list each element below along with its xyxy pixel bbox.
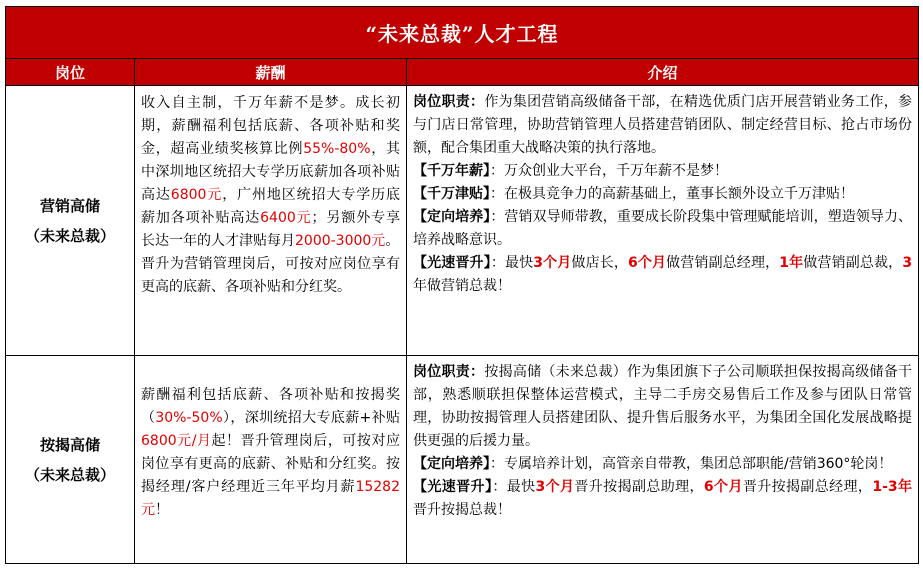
table-row bbox=[6, 356, 919, 564]
salary-highlight-label: 【千万年薪】 bbox=[413, 163, 490, 179]
promotion-label: 【光速晋升】 bbox=[413, 479, 493, 495]
salary-cell bbox=[135, 86, 407, 356]
promotion-time: 3个月 bbox=[533, 255, 572, 271]
allowance-label: 【千万津贴】 bbox=[413, 186, 490, 202]
training-label: 【定向培养】 bbox=[413, 456, 490, 472]
training-text: ：专属培养计划，高管亲自带教，集团总部职能/营销360°轮岗！ bbox=[490, 456, 893, 472]
duty-label: 岗位职责： bbox=[413, 94, 485, 110]
table-row bbox=[6, 86, 919, 356]
salary-paragraph: 晋升为营销管理岗后，可按对应岗位享有更高的底薪、各项补贴和分红奖。 bbox=[141, 256, 400, 295]
position-cell bbox=[6, 86, 135, 356]
intro-cell bbox=[407, 86, 919, 356]
position-subtitle: （未来总裁） bbox=[24, 226, 115, 245]
salary-cell bbox=[135, 356, 407, 564]
promotion-highlight bbox=[413, 476, 912, 522]
training-text: ：营销双导师带教，重要成长阶段集中管理赋能培训，塑造领导力、培养战略意识。 bbox=[413, 209, 912, 248]
promotion-text: 做店长， bbox=[571, 255, 628, 271]
promotion-text: ：最快 bbox=[490, 255, 534, 271]
promotion-highlight bbox=[413, 252, 912, 298]
salary-text: 。 bbox=[385, 233, 400, 249]
promotion-time: 1年 bbox=[779, 255, 804, 271]
position-cell bbox=[6, 356, 135, 564]
promotion-text: ：最快 bbox=[492, 479, 536, 495]
salary-paragraph bbox=[141, 384, 400, 522]
promotion-time: 6个月 bbox=[703, 479, 743, 495]
training-highlight bbox=[413, 206, 912, 252]
intro-cell bbox=[407, 356, 919, 564]
position-subtitle: （未来总裁） bbox=[24, 465, 115, 484]
header-salary: 薪酬 bbox=[135, 59, 407, 86]
allowance-highlight bbox=[413, 183, 912, 206]
promotion-text: 晋升按揭副总经理， bbox=[742, 479, 873, 495]
promotion-time: 3个月 bbox=[535, 479, 575, 495]
salary-text: 薪酬福利包括底薪、各项补贴和按揭奖（ bbox=[141, 387, 400, 426]
salary-text: ），深圳统招大专底薪+补贴 bbox=[222, 410, 400, 426]
promotion-text: 做营销副总裁， bbox=[803, 255, 903, 271]
promotion-text: 年做营销总裁！ bbox=[413, 278, 511, 294]
shenzhen-salary: 6800元/月 bbox=[141, 433, 212, 449]
salary-text: ，其中深圳地区统招大专学历底薪加各项补贴高达 bbox=[141, 141, 401, 203]
duty-paragraph bbox=[413, 361, 912, 453]
salary-text: 起！晋升管理岗后，可按对应岗位享有更高的底薪、补贴和分红奖。按揭经理/客户经理近三年平均月薪 bbox=[141, 433, 400, 495]
bonus-ratio: 30%-50% bbox=[155, 410, 223, 426]
salary-text: 收入自主制，千万年薪不是梦。成长初期，薪酬福利包括底薪、各项补贴和奖金，超高业绩奖核算比例 bbox=[141, 95, 400, 157]
duty-paragraph bbox=[413, 91, 912, 160]
promotion-time: 1-3年 bbox=[872, 479, 913, 495]
promotion-time: 3 bbox=[902, 255, 913, 271]
promotion-label: 【光速晋升】 bbox=[413, 255, 491, 271]
promotion-time: 6个月 bbox=[628, 255, 667, 271]
promotion-text: 晋升按揭总裁！ bbox=[413, 502, 511, 518]
duty-text: 作为集团营销高级储备干部，在精选优质门店开展营销业务工作，参与门店日常管理，协助营销管理人员搭建营销团队、制定经营目标、抢占市场份额，配合集团重大战略决策的执行落地。 bbox=[413, 94, 913, 156]
table-title: “未来总裁”人才工程 bbox=[6, 7, 919, 59]
guangzhou-salary: 6400元 bbox=[260, 210, 312, 226]
header-intro: 介绍 bbox=[407, 59, 919, 86]
salary-text: ，广州地区统招大专学历底薪加各项补贴高达 bbox=[141, 187, 400, 226]
promotion-text: 做营销副总经理， bbox=[666, 255, 780, 271]
training-label: 【定向培养】 bbox=[413, 209, 491, 225]
salary-highlight-text: ：万众创业大平台，千万年薪不是梦！ bbox=[490, 163, 728, 179]
talent-allowance: 2000-3000元 bbox=[295, 233, 386, 249]
salary-text: ；另额外专享长达一年的人才津贴每月 bbox=[141, 210, 400, 249]
header-position: 岗位 bbox=[6, 59, 135, 86]
allowance-text: ：在极具竞争力的高薪基础上，董事长额外设立千万津贴！ bbox=[490, 186, 854, 202]
duty-text: 按揭高储（未来总裁）作为集团旗下子公司顺联担保按揭高级储备干部，熟悉顺联担保整体运营模式，主导二手房交易售后工作及参与团队日常管理，协助按揭管理人员搭建团队、提升售后服务水平，为集团全国化发展战略提供更强的后援力量。 bbox=[413, 364, 913, 449]
average-salary: 15282元 bbox=[141, 479, 400, 518]
training-highlight bbox=[413, 453, 912, 476]
promotion-text: 晋升按揭副总助理， bbox=[574, 479, 704, 495]
salary-paragraph bbox=[141, 92, 400, 253]
position-name: 按揭高储 bbox=[39, 435, 100, 454]
position-name: 营销高储 bbox=[39, 196, 100, 215]
talent-program-table bbox=[5, 6, 919, 564]
bonus-ratio: 55%-80% bbox=[303, 141, 371, 157]
salary-highlight bbox=[413, 160, 912, 183]
salary-text: ！ bbox=[155, 502, 169, 518]
duty-label: 岗位职责： bbox=[413, 364, 485, 380]
shenzhen-salary: 6800元 bbox=[170, 187, 223, 203]
